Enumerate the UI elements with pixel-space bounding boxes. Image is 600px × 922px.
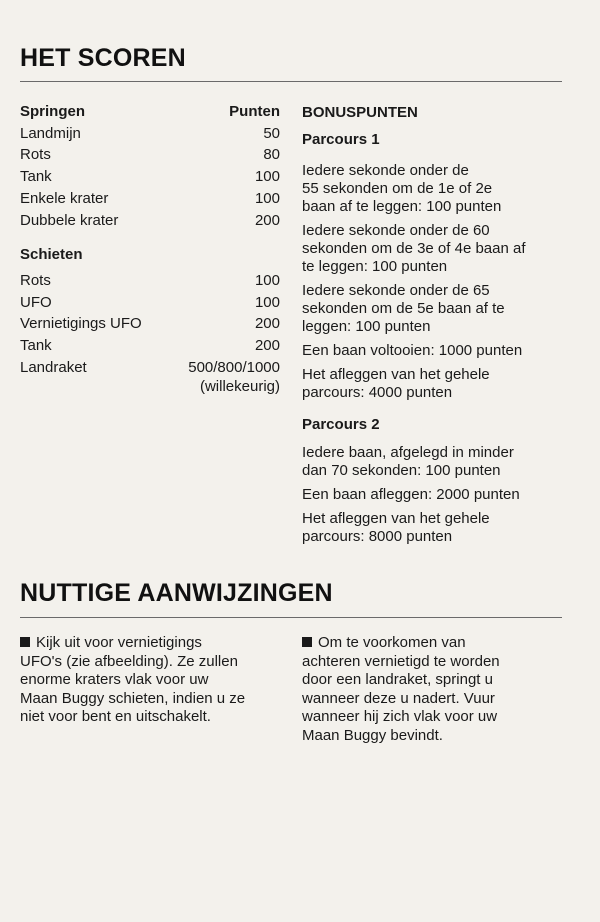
item-points: 100 — [254, 168, 280, 186]
shooting-heading: Schieten — [20, 246, 83, 264]
jumping-row — [20, 210, 280, 232]
shooting-row — [20, 313, 280, 335]
item-label: Vernietigings UFO — [20, 315, 142, 333]
item-label: Dubbele krater — [20, 211, 119, 229]
item-label: Landmijn — [20, 124, 81, 142]
random-note: (willekeurig) — [199, 378, 280, 396]
shooting-row — [20, 335, 280, 357]
shooting-row — [20, 357, 280, 379]
bonus-heading: BONUSPUNTEN — [302, 104, 418, 121]
course1-paragraph: Iedere sekonde onder de 65 sekonden om de 5e baan af te leggen: 100 punten — [302, 282, 505, 335]
course1-paragraph: Iedere sekonde onder de 55 sekonden om de 1e of 2e baan af te leggen: 100 punten — [302, 162, 502, 215]
jumping-row — [20, 123, 280, 145]
item-label: Tank — [20, 337, 52, 355]
jumping-row — [20, 144, 280, 166]
jumping-header-row — [20, 101, 280, 123]
jumping-row — [20, 188, 280, 210]
course1-paragraph: Iedere sekonde onder de 60 sekonden om de 3e of 4e baan af te leggen: 100 punten — [302, 222, 526, 275]
bullet-square-icon — [302, 637, 312, 647]
course2-heading: Parcours 2 — [302, 416, 380, 433]
course1-heading: Parcours 1 — [302, 131, 380, 148]
shooting-header-row — [20, 244, 280, 266]
item-points: 100 — [254, 293, 280, 311]
course2-paragraph: Een baan afleggen: 2000 punten — [302, 486, 520, 503]
item-points: 200 — [254, 337, 280, 355]
item-label: Landraket — [20, 358, 87, 376]
hints-divider — [20, 617, 562, 618]
item-points: 100 — [254, 189, 280, 207]
hints-title: NUTTIGE AANWIJZINGEN — [20, 579, 333, 607]
item-label: Tank — [20, 168, 52, 186]
item-points: 500/800/1000 — [188, 358, 280, 376]
shooting-row — [20, 270, 280, 292]
course1-paragraph: Het afleggen van het gehele parcours: 4000 punten — [302, 366, 490, 401]
hint-right: Om te voorkomen van achteren vernietigd te worden door een landraket, springt u wanneer deze u nadert. Vuur wanneer hij zich vlak voor uw Maan Buggy bevindt. — [302, 634, 500, 744]
course2-paragraph: Iedere baan, afgelegd in minder dan 70 sekonden: 100 punten — [302, 444, 514, 479]
shooting-row — [20, 292, 280, 314]
item-points: 200 — [254, 211, 280, 229]
item-points: 200 — [254, 315, 280, 333]
points-table — [20, 101, 280, 396]
course1-paragraph: Een baan voltooien: 1000 punten — [302, 342, 523, 359]
item-points: 50 — [263, 124, 280, 142]
scoring-title: HET SCOREN — [20, 44, 186, 72]
item-label: Rots — [20, 146, 51, 164]
hint-left: Kijk uit voor vernietigings UFO's (zie afbeelding). Ze zullen enorme kraters vlak voor uw Maan Buggy schieten, indien u ze niet voor bent en uitschakelt. — [20, 634, 246, 726]
jumping-heading: Springen — [20, 103, 86, 120]
item-label: UFO — [20, 293, 52, 311]
item-label: Enkele krater — [20, 189, 109, 207]
item-points: 100 — [254, 271, 280, 289]
course2-paragraph: Het afleggen van het gehele parcours: 8000 punten — [302, 510, 490, 545]
points-heading: Punten — [229, 103, 280, 120]
bonus-section — [302, 104, 572, 552]
item-points: 80 — [263, 146, 280, 164]
item-label: Rots — [20, 271, 51, 289]
jumping-row — [20, 166, 280, 188]
bullet-square-icon — [20, 637, 30, 647]
scoring-divider — [20, 81, 562, 82]
